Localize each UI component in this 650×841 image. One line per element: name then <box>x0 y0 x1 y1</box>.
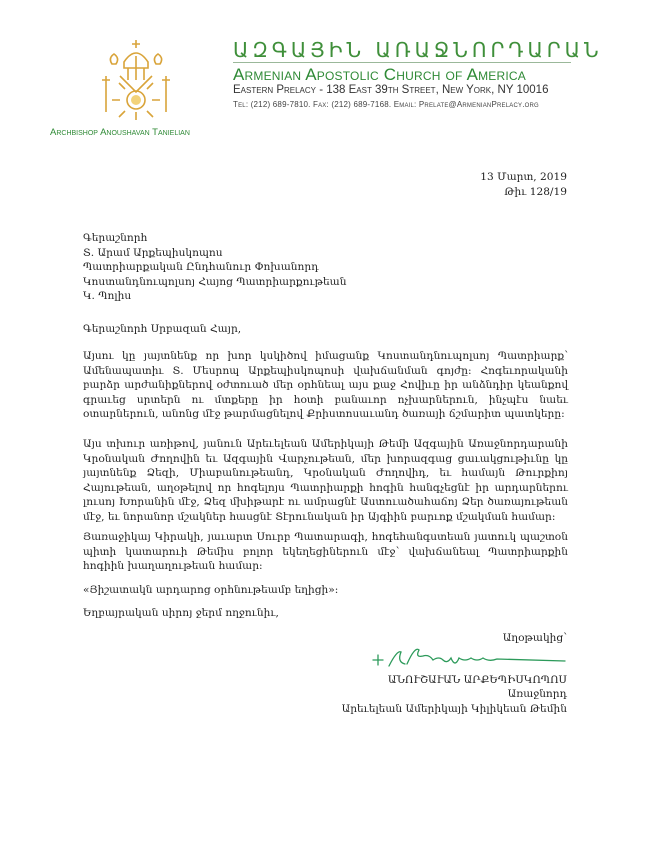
prelacy-emblem-logo <box>98 36 174 122</box>
recipient-line: Գերաշնորհ <box>83 232 148 244</box>
recipient-block <box>83 231 346 304</box>
recipient-line: Կոստանդնուպոլսոյ Հայոց Պատրիարքութեան <box>83 275 347 288</box>
recipient-line: Կ. Պոլիս <box>83 290 132 302</box>
signatory-name: ԱՆՈՒՇԱՒԱՆ ԱՐՔԵՊԻՍԿՈՊՈՍ <box>387 674 567 686</box>
salutation: Գերաշնորհ Սրբազան Հայր, <box>83 323 242 335</box>
body-paragraph: Այսու կը յայտնենք որ խոր կսկիծով իմացանք Կոստանդնուպոլսոյ Պատրիարք՝ Ամենապատիւ Տ. Մեսրոպ Արքեպիսկոպոսի վախճանման գոյժը: Հոգեւորականի բարձր արժանիքներով օժտուած մեր օրհնեալ այս քաջ Հովիւը իր անձնդիր կեանքով գրաւեց սրտերն ու մտքերը իր հօտի բանաւոր ոչխարներուն, ինչպէս նաեւ օտարներուն, անոնց մէջ թարմացնելով Քրիստոսաւանդ ծառայի ճշմարիտ պատկերը: <box>83 350 568 420</box>
handwritten-signature <box>367 642 567 672</box>
quote: «Յիշատակն արդարոց օրհնութեամբ եղիցի»: <box>83 584 339 596</box>
letterhead-address: Eastern Prelacy - 138 East 39th Street, New York, NY 10016 <box>233 84 549 96</box>
letter-date: 13 Մարտ, 2019 <box>480 171 567 183</box>
signoff: Աղօթակից՝ <box>502 632 567 644</box>
signatory-diocese: Արեւելեան Ամերիկայի Կիլիկեան Թեմին <box>341 703 567 715</box>
letterhead-divider <box>233 62 571 63</box>
letterhead-english-title: Armenian Apostolic Church of America <box>233 65 526 84</box>
letterhead-contact: Tel: (212) 689-7810. Fax: (212) 689-7168. Email: Prelate@ArmenianPrelacy.org <box>233 100 539 109</box>
closing: Եղբայրական սիրոյ ջերմ ողջունիւ, <box>83 607 279 619</box>
signatory-title: Առաջնորդ <box>507 688 567 700</box>
body-paragraph: Յառաջիկայ Կիրակի, յաւարտ Սուրբ Պատարագի, հոգեհանգստեան յատուկ պաշտօն պիտի կատարուի Թեմիս բոլոր եկեղեցիներուն մէջ՝ վախճանեալ Պատրիարքին հոգիին խաղաղութեան համար: <box>83 531 568 572</box>
letterhead-armenian-title: ԱԶԳԱՅԻՆ ԱՌԱՋՆՈՐԴԱՐԱՆ <box>233 38 603 62</box>
letter-number: Թիւ 128/19 <box>504 186 567 198</box>
body-paragraph: Այս տխուր առիթով, յանուն Արեւելեան Ամերիկայի Թեմի Ազգային Առաջնորդարանի Կրօնական Ժողովին եւ Ազգային Վարչութեան, մեր խորազգաց ցաւակցութիւնը կը յայտնենք Ձեզի, Միաբանութեանդ, Կրօնական Ժողովիդ, եւ համայն Թուրքիոյ Հայութեան, աղօթելով որ հոգելոյս Պատրիարքի հոգին հանգչեցնէ իր արդարներու լուսոյ Խորանին մէջ, Ձեզ մխիթարէ ու ամրացնէ Աստուածահաճոյ Ձեր ծառայութեան մէջ, եւ նորանոր մշակներ հասցնէ Տէրունական իր Այգիին բարւոք մշակման համար: <box>83 438 568 523</box>
archbishop-name: Archbishop Anoushavan Tanielian <box>50 127 190 138</box>
recipient-line: Տ. Արամ Արքեպիսկոպոս <box>83 246 223 259</box>
recipient-line: Պատրիարքական Ընդհանուր Փոխանորդ <box>83 261 319 273</box>
